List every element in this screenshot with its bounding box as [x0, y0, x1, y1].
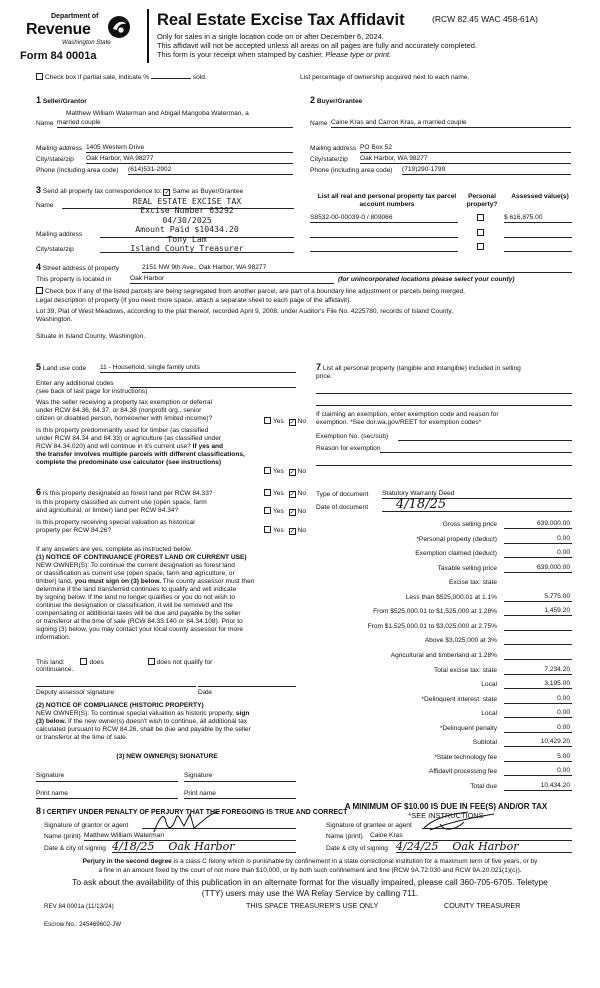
current-use-no-checkbox[interactable] [289, 509, 296, 516]
calc-label: Total due [470, 782, 497, 790]
calc-label: Gross selling price [442, 521, 497, 528]
buyer-section: 2 Buyer/Grantee Name Caine Kras and Carron Kras, a married couple Mailing address PO Box 52 City/state/zip Oak Harbor, WA 98277 Phone (including area code) (719)290-1799 [310, 95, 572, 187]
new-owner-sig-title: (3) NEW OWNER(S) SIGNATURE [116, 753, 218, 760]
see-instructions-note: *SEE INSTRUCTIONS [408, 811, 484, 820]
forest-no-checkbox[interactable] [289, 491, 296, 498]
historic-yes-checkbox[interactable] [264, 526, 271, 533]
calc-value-field[interactable]: 0.00 [504, 724, 572, 733]
accessibility-line-2: (TTY) users may use the WA Relay Service by calling 711. [201, 888, 419, 898]
historic-question: Is this property receiving special valuation as historical property per RCW 84.26? [36, 519, 195, 535]
calc-value-field[interactable] [504, 622, 572, 631]
same-as-buyer-checkbox[interactable] [163, 189, 170, 196]
legal-desc-field[interactable]: Lot 39, Plat of West Meadows, according to the plat thereof, recorded April 9, 2008, under Auditor's File No. 4225780, records of Island County, Washington. Situate in Island County, Washington. [36, 308, 454, 341]
calc-value-field[interactable]: 7,234.20 [504, 666, 572, 675]
header-note-2: This affidavit will not be accepted unless all areas on all pages are fully and accurately completed. [157, 41, 477, 50]
grantor-name-field[interactable]: Matthew William Waterman [84, 832, 296, 841]
parcel-field-3[interactable] [310, 243, 458, 252]
new-owner-signature-2[interactable] [184, 781, 296, 782]
calc-label: Total excise tax: state [433, 666, 497, 674]
partial-sale-row: Check box if partial sale, indicate % sold. [36, 73, 207, 82]
unincorporated-note: (for unincorporated locations please select your county) [338, 276, 515, 283]
calc-value-field[interactable]: 0.00 [504, 709, 572, 718]
deputy-signature-field[interactable] [36, 686, 196, 687]
land-does-not-checkbox[interactable] [148, 658, 155, 665]
exemption-reason-field[interactable] [380, 445, 572, 453]
grantee-name-field[interactable]: Caine Kras [370, 832, 572, 841]
calc-label: Local [481, 681, 497, 689]
seller-phone-field[interactable]: (614)531-2902 [128, 166, 293, 175]
logo-state: Washington State [62, 39, 111, 46]
treasurer-stamp [112, 197, 262, 254]
revision-number: REV 84 0001a (11/13/24) [44, 903, 114, 910]
buyer-city-field[interactable]: Oak Harbor, WA 98277 [360, 155, 571, 164]
county-treasurer-label: COUNTY TREASURER [444, 901, 521, 910]
calc-value-field[interactable]: 5,775.00 [504, 593, 572, 602]
calc-value-field[interactable]: 0.00 [504, 549, 572, 558]
seller-section: 1 Seller/Grantor Matthew William Waterman and Abigail Mangoba Waterman, a Name married couple Mailing address 1405 Western Drive City/state/zip Oak Harbor, WA 98277 Phone (including area code) (614)531-2902 [36, 95, 294, 187]
personal-property-field-2[interactable] [316, 398, 572, 406]
calc-label: *Delinquent interest: state [421, 695, 497, 703]
calc-label: Taxable selling price [437, 564, 497, 572]
calc-value-field[interactable]: 639,000.00 [504, 520, 572, 529]
stamp-office: Island County Treasurer [130, 243, 244, 254]
assessed-field-1[interactable]: $ 616,875.00 [504, 214, 572, 223]
stamp-amount: Amount Paid $10434.20 [135, 224, 239, 235]
exemption-instructions: If claiming an exemption, enter exemption code and reason for exemption. *See dor.wa.gov/REET for exemption codes* [316, 411, 499, 427]
wa-swoosh-icon [106, 14, 132, 40]
calc-label: Less than $525,000.01 at 1.1% [405, 593, 497, 601]
buyer-name-field[interactable]: Caine Kras and Carron Kras, a married couple [331, 119, 571, 128]
historic-no-checkbox[interactable] [289, 528, 296, 535]
parcel-field-1[interactable]: S8532-00-00039-0 / 809066 [310, 214, 458, 223]
assessed-col-header: Assessed value(s) [511, 193, 569, 200]
seller-mailing-field[interactable]: 1405 Western Drive [86, 144, 293, 153]
street-address-row: 4 Street address of property [36, 262, 120, 272]
calc-value-field[interactable] [504, 636, 572, 645]
personal-property-checkbox-1[interactable] [477, 214, 484, 221]
perjury-line-1: Perjury in the second degree is a class C felony which is punishable by confinement in a state correctional institution for a maximum term of five years, or by [82, 858, 538, 865]
stamp-excise-number: Excise Number 63292 [140, 205, 234, 216]
new-owner-print-2[interactable] [184, 798, 296, 799]
grantor-date-city-field[interactable]: 4/18/25 Oak Harbor [112, 840, 296, 853]
calc-label: From $1,525,000.01 to $3,025,000 at 2.75% [367, 622, 497, 630]
form-rcw: (RCW 82.45 WAC 458-61A) [432, 14, 538, 24]
stamp-line-1: REAL ESTATE EXCISE TAX [132, 196, 242, 206]
land-use-row: 5 Land use code [36, 362, 87, 372]
parcel-field-2[interactable] [310, 229, 458, 238]
legal-desc-label: Legal description of property (if you need more space, attach a separate sheet to each page of the affidavit). [36, 297, 352, 304]
certify-row: 8 I CERTIFY UNDER PENALTY OF PERJURY THAT THE FOREGOING IS TRUE AND CORRECT [36, 806, 348, 816]
personal-property-field-1[interactable] [316, 386, 572, 394]
buyer-mailing-field[interactable]: PO Box 52 [360, 144, 571, 153]
timber-question: Is this property predominantly used for timber (as classified under RCW 84.34 and 84.33) or agriculture (as classified under RCW 84.34.020) and will continue in it's current use? If yes and the transfer involves multiple parcels with different classifications, complete the predominate use calculator (see instructions) [36, 427, 245, 467]
land-use-field[interactable]: 11 - Household, single family units [100, 364, 296, 373]
stamp-name: Tony Lam [167, 233, 207, 244]
treasurer-space-label: THIS SPACE TREASURER'S USE ONLY [246, 901, 379, 910]
personal-property-checkbox-3[interactable] [477, 243, 484, 250]
escrow-number: Escrow No.: 245469602-JW [44, 921, 122, 928]
q2-yes-checkbox[interactable] [264, 467, 271, 474]
exemption-number-field[interactable] [398, 433, 572, 441]
location-select[interactable]: Oak Harbor [130, 275, 334, 284]
perjury-line-2: a fine in an amount fixed by the court of not more than $10,000, or by both such confinement and fine (RCW 9A.72.030 and RCW 9A.20.021(1)(c)). [98, 867, 522, 874]
calc-value-field[interactable]: 0.00 [504, 535, 572, 544]
deputy-date-field[interactable] [198, 686, 296, 687]
buyer-phone-field[interactable]: (719)290-1799 [402, 166, 571, 175]
calc-value-field[interactable]: 0.00 [504, 767, 572, 776]
calc-label: Subtotal [472, 739, 497, 747]
parcel-col-header: List all real and personal property tax parcel account numbers [317, 193, 457, 209]
forest-yes-checkbox[interactable] [264, 489, 271, 496]
header-note-3: This form is your receipt when stamped by cashier. Please type or print. [157, 50, 392, 59]
dor-logo [14, 12, 134, 62]
assessed-field-3[interactable] [504, 243, 572, 252]
calc-value-field[interactable]: 10,429.20 [504, 738, 572, 747]
current-use-question: Is this property classified as current use (open space, farm and agricultural, or timber) land per RCW 84.34? [36, 499, 207, 515]
exemption-reason-field-2[interactable] [316, 458, 572, 466]
header-divider [147, 9, 149, 63]
partial-sale-checkbox[interactable] [36, 73, 43, 80]
calc-label: *Delinquent penalty [439, 724, 497, 732]
correspondence-row: 3 Send all property tax correspondence to: ✓ Same as Buyer/Grantee [36, 185, 243, 196]
seller-city-field[interactable]: Oak Harbor, WA 98277 [86, 155, 293, 164]
continuance-notice: If any answers are yes, complete as instructed below. (1) NOTICE OF CONTINUANCE (FOREST LAND OR CURRENT USE) NEW OWNER(S): To continue the current designation as forest land or classification as current use (open space, farm and agriculture, or timber) land, you must sign on (3) below. The county assessor must then determine if the land transferred continues to qualify and will indicate by signing below. If the land no longer qualifies or you do not wish to continue the designation or classification, it will be removed and the compensating or additional taxes will be due and payable by the seller or transferor at the time of sale (RCW 84.33.140 or 84.34.108). Prior to signing (3) below, you may contact your local county assessor for more information. [36, 546, 255, 642]
stamp-date: 04/30/2025 [162, 214, 212, 225]
new-owner-signature-1[interactable] [36, 781, 178, 782]
seller-title: Seller/Grantor [42, 98, 87, 105]
segregated-checkbox[interactable] [36, 287, 43, 294]
grantee-date-city-field[interactable]: 4/24/25 Oak Harbor [396, 840, 572, 853]
calc-value-field[interactable]: 639,000.00 [504, 564, 572, 573]
buyer-title: Buyer/Grantee [316, 98, 363, 105]
personal-property-section: 7 List all personal property (tangible and intangible) included in selling price. [316, 362, 521, 381]
current-use-yes-checkbox[interactable] [264, 507, 271, 514]
calc-value-field[interactable] [504, 651, 572, 660]
new-owner-print-1[interactable] [36, 798, 178, 799]
calc-value-field[interactable]: 10,434.20 [504, 782, 572, 791]
calc-value-field[interactable]: 3,195.00 [504, 680, 572, 689]
calc-value-field[interactable]: 0.00 [504, 695, 572, 704]
ownership-note: List percentage of ownership acquired next to each name. [300, 74, 470, 81]
q1-no-checkbox[interactable] [289, 419, 296, 426]
calc-label: From $525,000.01 to $1,525,000 at 1.28% [373, 608, 497, 616]
exemption-question: Was the seller receiving a property tax exemption or deferral under RCW 84.36, 84.37, or 84.38 (nonprofit org., senior citizen or disabled person, homeowner with limited income)? [36, 399, 213, 423]
calc-label: *Personal property (deduct) [416, 535, 497, 543]
q1-yes-checkbox[interactable] [264, 417, 271, 424]
personal-col-header: Personal property? [466, 193, 498, 209]
forest-question: Is this property designated as forest land per RCW 84.33? [42, 490, 213, 497]
calc-value-field[interactable]: 5.00 [504, 753, 572, 762]
calc-label: Above $3,025,000 at 3% [424, 637, 497, 645]
calc-label: *State technology fee [434, 753, 497, 761]
compliance-notice: (2) NOTICE OF COMPLIANCE (HISTORIC PROPERTY) NEW OWNER(S): To continue special valuation as historic property, sign (3) below. If the new owner(s) doesn't wish to continue, all additional tax calculated pursuant to RCW 84.26, shall be due and payable by the seller or transferor at the time of sale. [36, 702, 251, 742]
seller-name-field[interactable]: married couple [57, 119, 293, 128]
logo-dept: Department of [51, 13, 99, 20]
form-title: Real Estate Excise Tax Affidavit [157, 11, 405, 29]
form-number: Form 84 0001a [20, 50, 97, 62]
doc-type-field[interactable]: Statutory Warranty Deed [382, 490, 572, 499]
land-does-checkbox[interactable] [80, 658, 87, 665]
additional-codes-field[interactable] [130, 381, 296, 388]
minimum-fee-note: A MINIMUM OF $10.00 IS DUE IN FEE(S) AND/OR TAX [344, 802, 548, 811]
seller-name-line-1: Matthew William Waterman and Abigail Mangoba Waterman, a [66, 110, 249, 117]
calc-label: Affidavit processing fee [428, 768, 497, 776]
calc-label: Local [481, 710, 497, 718]
calc-label: Excise tax: state [448, 579, 497, 587]
personal-property-checkbox-2[interactable] [477, 229, 484, 236]
q2-no-checkbox[interactable] [289, 469, 296, 476]
street-address-field[interactable]: 2151 NW 9th Ave., Oak Harbor, WA 98277 [142, 264, 572, 273]
accessibility-line-1: To ask about the availability of this publication in an alternate format for the visually impaired, please call 360-705-6705. Teletype [72, 877, 548, 887]
calc-label: Agricultural and timberland at 1.28% [390, 651, 497, 659]
calc-value-field[interactable]: 1,459.20 [504, 607, 572, 616]
header-note-1: Only for sales in a single location code on or after December 6, 2024. [157, 32, 384, 41]
assessed-field-2[interactable] [504, 229, 572, 238]
calc-label: Exemption claimed (deduct) [415, 550, 497, 558]
logo-revenue: Revenue [26, 21, 91, 38]
doc-date-field[interactable]: 4/18/25 [382, 498, 572, 512]
